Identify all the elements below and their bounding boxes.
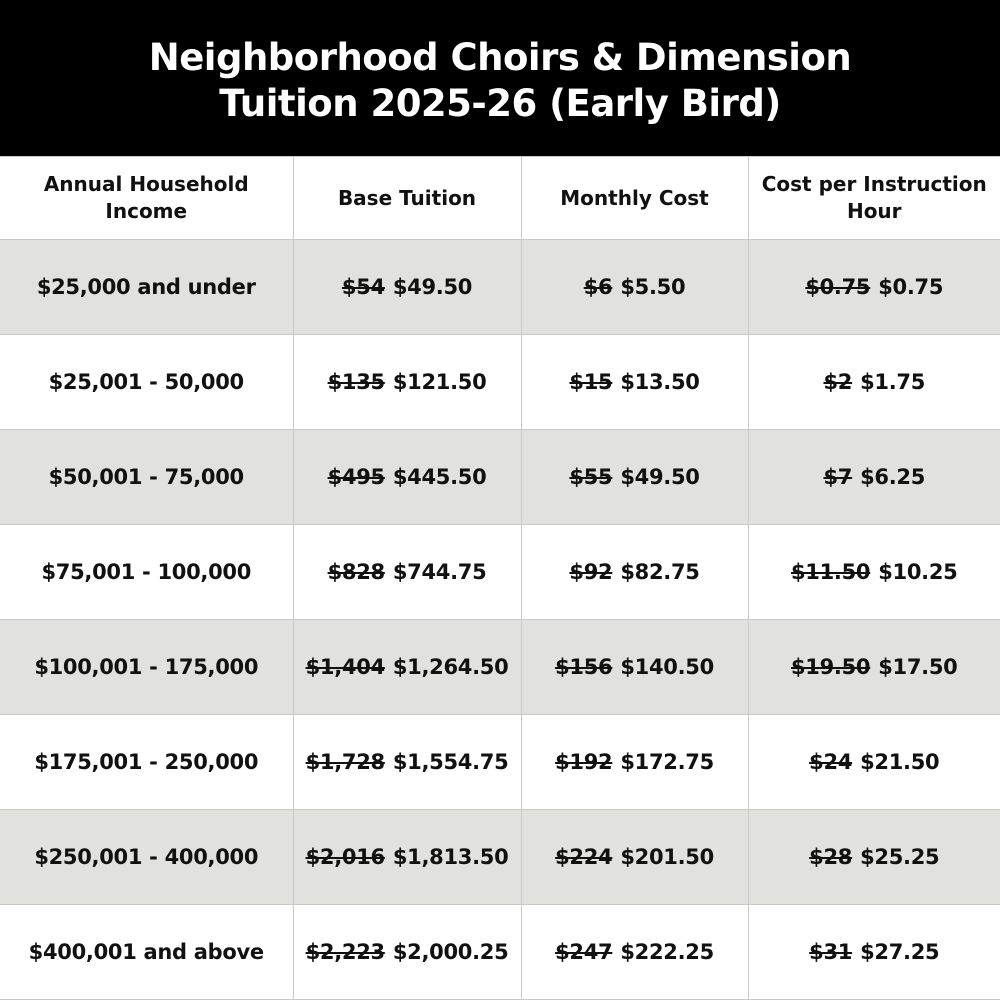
original-price: $28 bbox=[809, 845, 853, 869]
early-bird-price: $1,813.50 bbox=[392, 845, 509, 869]
base-tuition-cell bbox=[293, 715, 521, 810]
early-bird-price: $5.50 bbox=[620, 275, 686, 299]
header-base-tuition: Base Tuition bbox=[293, 157, 521, 240]
table-row bbox=[0, 240, 1000, 335]
monthly-cost-cell bbox=[521, 905, 748, 1000]
base-tuition-cell bbox=[293, 335, 521, 430]
early-bird-price: $13.50 bbox=[620, 370, 700, 394]
base-tuition-cell bbox=[293, 620, 521, 715]
page-title-line-2: Tuition 2025-26 (Early Bird) bbox=[219, 82, 781, 125]
early-bird-price: $49.50 bbox=[620, 465, 700, 489]
early-bird-price: $21.50 bbox=[860, 750, 940, 774]
table-row bbox=[0, 905, 1000, 1000]
original-price: $54 bbox=[341, 275, 385, 299]
early-bird-price: $445.50 bbox=[392, 465, 487, 489]
cost-per-hour-cell bbox=[748, 620, 1000, 715]
original-price: $2,223 bbox=[305, 940, 385, 964]
base-tuition-cell bbox=[293, 240, 521, 335]
original-price: $2,016 bbox=[305, 845, 385, 869]
original-price: $2 bbox=[823, 370, 853, 394]
table-row bbox=[0, 335, 1000, 430]
income-cell: $400,001 and above bbox=[0, 905, 293, 1000]
early-bird-price: $1.75 bbox=[860, 370, 926, 394]
table-row bbox=[0, 525, 1000, 620]
monthly-cost-cell bbox=[521, 620, 748, 715]
original-price: $156 bbox=[555, 655, 613, 679]
header-cost-per-hour: Cost per Instruction Hour bbox=[748, 157, 1000, 240]
original-price: $192 bbox=[555, 750, 613, 774]
income-cell: $250,001 - 400,000 bbox=[0, 810, 293, 905]
cost-per-hour-cell bbox=[748, 430, 1000, 525]
header-income: Annual Household Income bbox=[0, 157, 293, 240]
original-price: $19.50 bbox=[791, 655, 871, 679]
page-title-line-1: Neighborhood Choirs & Dimension bbox=[148, 36, 852, 79]
monthly-cost-cell bbox=[521, 525, 748, 620]
original-price: $495 bbox=[327, 465, 385, 489]
monthly-cost-cell bbox=[521, 335, 748, 430]
tuition-table bbox=[0, 156, 1000, 1000]
cost-per-hour-cell bbox=[748, 240, 1000, 335]
early-bird-price: $201.50 bbox=[620, 845, 714, 869]
original-price: $6 bbox=[583, 275, 613, 299]
monthly-cost-cell bbox=[521, 715, 748, 810]
cost-per-hour-cell bbox=[748, 905, 1000, 1000]
original-price: $224 bbox=[555, 845, 613, 869]
original-price: $247 bbox=[555, 940, 613, 964]
early-bird-price: $222.25 bbox=[620, 940, 714, 964]
early-bird-price: $25.25 bbox=[860, 845, 940, 869]
table-row bbox=[0, 715, 1000, 810]
original-price: $55 bbox=[569, 465, 613, 489]
monthly-cost-cell bbox=[521, 240, 748, 335]
early-bird-price: $121.50 bbox=[392, 370, 487, 394]
original-price: $7 bbox=[823, 465, 853, 489]
base-tuition-cell bbox=[293, 810, 521, 905]
table-header-row bbox=[0, 157, 1000, 240]
table-row bbox=[0, 430, 1000, 525]
base-tuition-cell bbox=[293, 525, 521, 620]
original-price: $828 bbox=[327, 560, 385, 584]
early-bird-price: $2,000.25 bbox=[392, 940, 509, 964]
income-cell: $50,001 - 75,000 bbox=[0, 430, 293, 525]
original-price: $92 bbox=[569, 560, 613, 584]
original-price: $11.50 bbox=[791, 560, 871, 584]
original-price: $24 bbox=[809, 750, 853, 774]
base-tuition-cell bbox=[293, 430, 521, 525]
original-price: $31 bbox=[809, 940, 853, 964]
early-bird-price: $1,554.75 bbox=[392, 750, 509, 774]
early-bird-price: $27.25 bbox=[860, 940, 940, 964]
cost-per-hour-cell bbox=[748, 715, 1000, 810]
early-bird-price: $49.50 bbox=[392, 275, 473, 299]
header-monthly-cost: Monthly Cost bbox=[521, 157, 748, 240]
income-cell: $75,001 - 100,000 bbox=[0, 525, 293, 620]
monthly-cost-cell bbox=[521, 430, 748, 525]
original-price: $0.75 bbox=[805, 275, 871, 299]
cost-per-hour-cell bbox=[748, 335, 1000, 430]
original-price: $1,404 bbox=[305, 655, 385, 679]
cost-per-hour-cell bbox=[748, 810, 1000, 905]
early-bird-price: $82.75 bbox=[620, 560, 700, 584]
early-bird-price: $0.75 bbox=[878, 275, 944, 299]
early-bird-price: $172.75 bbox=[620, 750, 714, 774]
early-bird-price: $17.50 bbox=[878, 655, 958, 679]
early-bird-price: $744.75 bbox=[392, 560, 487, 584]
early-bird-price: $6.25 bbox=[860, 465, 926, 489]
original-price: $1,728 bbox=[305, 750, 385, 774]
table-row bbox=[0, 620, 1000, 715]
original-price: $135 bbox=[327, 370, 385, 394]
income-cell: $100,001 - 175,000 bbox=[0, 620, 293, 715]
table-row bbox=[0, 810, 1000, 905]
income-cell: $25,000 and under bbox=[0, 240, 293, 335]
original-price: $15 bbox=[569, 370, 613, 394]
early-bird-price: $140.50 bbox=[620, 655, 714, 679]
base-tuition-cell bbox=[293, 905, 521, 1000]
early-bird-price: $10.25 bbox=[878, 560, 958, 584]
monthly-cost-cell bbox=[521, 810, 748, 905]
cost-per-hour-cell bbox=[748, 525, 1000, 620]
income-cell: $175,001 - 250,000 bbox=[0, 715, 293, 810]
early-bird-price: $1,264.50 bbox=[392, 655, 509, 679]
income-cell: $25,001 - 50,000 bbox=[0, 335, 293, 430]
title-banner bbox=[0, 0, 1000, 156]
